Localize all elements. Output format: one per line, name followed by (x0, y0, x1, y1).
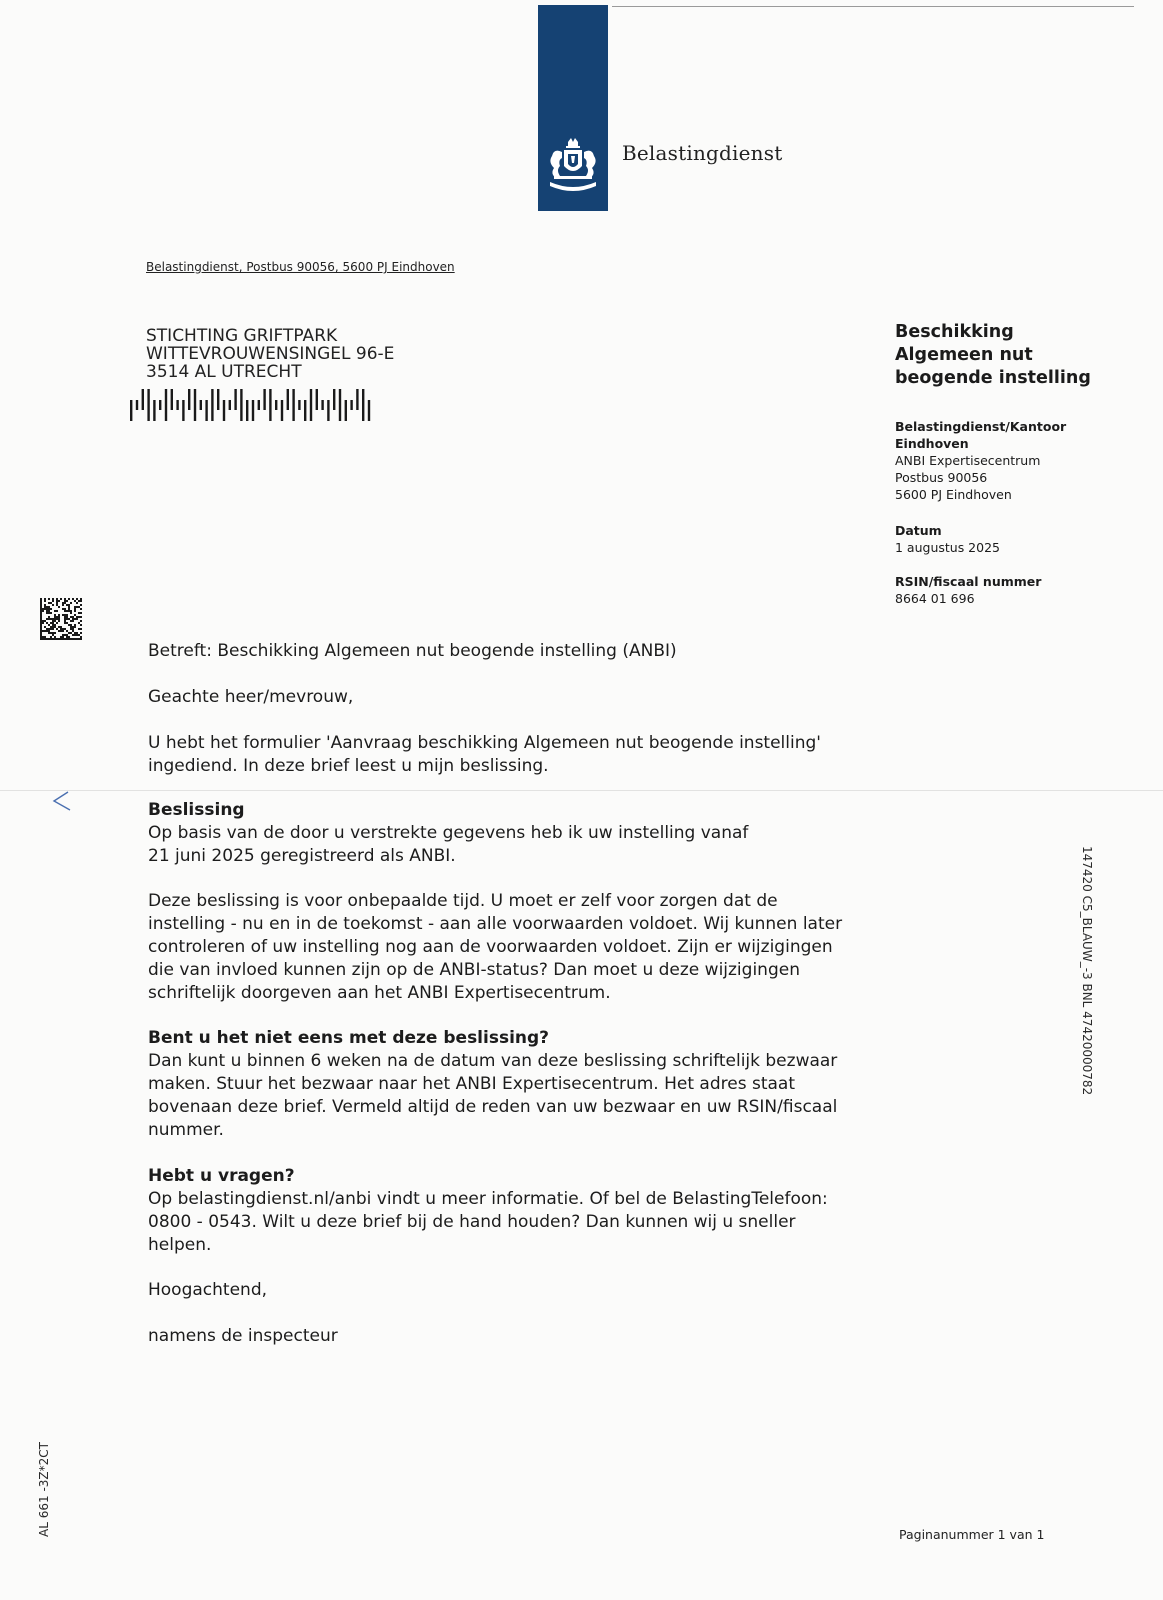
intro-line: U hebt het formulier 'Aanvraag beschikking Algemeen nut beogende instelling' (148, 733, 821, 753)
duration-line: Deze beslissing is voor onbepaalde tijd. U moet er zelf voor zorgen dat de (148, 891, 778, 911)
margin-print-code: 147420 C5_BLAUW_-3 BNL 47420000782 (1080, 846, 1094, 1096)
date-block (895, 522, 1000, 556)
objection-line: maken. Stuur het bezwaar naar het ANBI Expertisecentrum. Het adres staat (148, 1074, 795, 1094)
document-title-line: Beschikking (895, 322, 1014, 342)
duration-line: controleren of uw instelling nog aan de voorwaarden voldoet. Zijn er wijzigingen (148, 937, 833, 957)
datamatrix-code-icon (40, 598, 82, 640)
rsin-label: RSIN/fiscaal nummer (895, 574, 1042, 589)
decision-line: 21 juni 2025 geregistreerd als ANBI. (148, 846, 456, 866)
office-name-line: Eindhoven (895, 436, 969, 451)
letter-intro (148, 732, 888, 778)
objection-section (148, 1027, 888, 1142)
office-name-line: Belastingdienst/Kantoor (895, 419, 1067, 434)
letter-closing: Hoogachtend, (148, 1280, 268, 1300)
duration-paragraph (148, 890, 888, 1005)
handwritten-check-mark-icon (50, 790, 74, 812)
decision-heading: Beslissing (148, 800, 245, 820)
return-address: Belastingdienst, Postbus 90056, 5600 PJ Eindhoven (146, 260, 455, 274)
duration-line: schriftelijk doorgeven aan het ANBI Expertisecentrum. (148, 983, 611, 1003)
recipient-name: STICHTING GRIFTPARK (146, 326, 338, 346)
objection-line: bovenaan deze brief. Vermeld altijd de reden van uw bezwaar en uw RSIN/fiscaal (148, 1097, 838, 1117)
fold-line (0, 790, 1163, 791)
office-address (895, 418, 1066, 503)
rsin-value: 8664 01 696 (895, 591, 975, 606)
questions-line: Op belastingdienst.nl/anbi vindt u meer informatie. Of bel de BelastingTelefoon: (148, 1189, 828, 1209)
letter-salutation: Geachte heer/mevrouw, (148, 687, 354, 707)
intro-line: ingediend. In deze brief leest u mijn beslissing. (148, 756, 549, 776)
objection-line: Dan kunt u binnen 6 weken na de datum van deze beslissing schriftelijk bezwaar (148, 1051, 838, 1071)
letter-subject: Betreft: Beschikking Algemeen nut beogende instelling (ANBI) (148, 641, 677, 661)
recipient-street: WITTEVROUWENSINGEL 96-E (146, 344, 395, 364)
top-rule (612, 6, 1134, 7)
recipient-city: 3514 AL UTRECHT (146, 362, 302, 382)
decision-section (148, 799, 888, 868)
questions-line: 0800 - 0543. Wilt u deze brief bij de hand houden? Dan kunnen wij u sneller (148, 1212, 796, 1232)
questions-heading: Hebt u vragen? (148, 1166, 295, 1186)
questions-section (148, 1165, 888, 1257)
office-address-line: Postbus 90056 (895, 470, 988, 485)
rsin-block (895, 573, 1041, 607)
org-name: Belastingdienst (622, 141, 783, 165)
duration-line: die van invloed kunnen zijn op de ANBI-status? Dan moet u deze wijzigingen (148, 960, 800, 980)
objection-line: nummer. (148, 1120, 224, 1140)
letter-signoff: namens de inspecteur (148, 1326, 338, 1346)
decision-line: Op basis van de door u verstrekte gegevens heb ik uw instelling vanaf (148, 823, 749, 843)
recipient-address (146, 327, 394, 381)
page-number: Paginanummer 1 van 1 (899, 1527, 1045, 1542)
document-title-line: beogende instelling (895, 368, 1091, 388)
duration-line: instelling - nu en in de toekomst - aan alle voorwaarden voldoet. Wij kunnen later (148, 914, 843, 934)
postal-barcode-icon (130, 389, 378, 421)
form-code: AL 661 -3Z*2CT (37, 1442, 51, 1537)
objection-heading: Bent u het niet eens met deze beslissing? (148, 1028, 550, 1048)
date-label: Datum (895, 523, 942, 538)
date-value: 1 augustus 2025 (895, 540, 1000, 555)
questions-line: helpen. (148, 1235, 212, 1255)
document-title-line: Algemeen nut (895, 345, 1033, 365)
office-address-line: 5600 PJ Eindhoven (895, 487, 1012, 502)
document-title (895, 321, 1091, 390)
coat-of-arms-icon (540, 136, 606, 198)
office-address-line: ANBI Expertisecentrum (895, 453, 1041, 468)
